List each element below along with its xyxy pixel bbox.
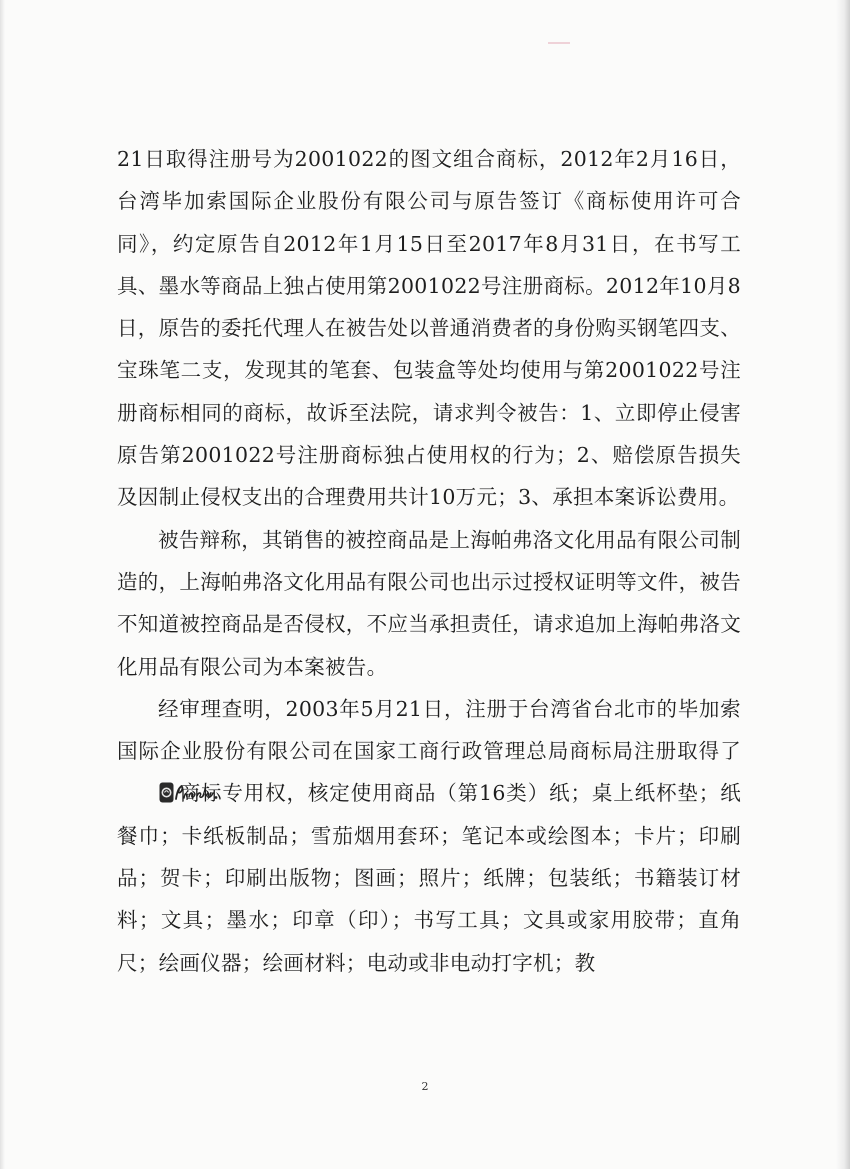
picasso-trademark-logo bbox=[118, 777, 178, 801]
paragraph-plaintiff-claim: 21日取得注册号为2001022的图文组合商标，2012年2月16日，台湾毕加索国际企业股份有限公司与原告签订《商标使用许可合同》，约定原告自2012年1月15日至2017年8月31日，在书写工具、墨水等商品上独占使用第2001022号注册商标。2012年10月8日，原告的委托代理人在被告处以普通消费者的身份购买钢笔四支、宝珠笔二支，发现其的笔套、包装盒等处均使用与第2001022号注册商标相同的商标，故诉至法院，请求判令被告：1、立即停止侵害原告第2001022号注册商标独占使用权的行为；2、赔偿原告损失及因制止侵权支出的合理费用共计10万元；3、承担本案诉讼费用。 bbox=[117, 147, 741, 510]
page-number: 2 bbox=[421, 1080, 429, 1093]
findings-text-end: 商标专用权，核定使用商品（第16类）纸；桌上纸杯垫；纸餐巾；卡纸板制品；雪茄烟用套环；笔记本或绘图本；卡片；印刷品；贺卡；印刷出版物；图画；照片；纸牌；包装纸；书籍装订材料；文具；墨水；印章（印）；书写工具；文具或家用胶带；直角尺；绘画仪器；绘画材料；电动或非电动打字机；教 bbox=[117, 781, 741, 975]
paragraph-findings bbox=[117, 688, 741, 984]
ink-speck bbox=[548, 42, 570, 44]
scan-edge-left bbox=[0, 0, 5, 1169]
paragraph-defendant-defense: 被告辩称，其销售的被控商品是上海帕弗洛文化用品有限公司制造的，上海帕弗洛文化用品有限公司也出示过授权证明等文件，被告不知道被控商品是否侵权，不应当承担责任，请求追加上海帕弗洛文化用品有限公司为本案被告。 bbox=[117, 527, 741, 679]
document-body bbox=[117, 138, 741, 984]
scan-edge-right bbox=[836, 0, 850, 1169]
findings-text-start: 经审理查明，2003年5月21日，注册于台湾省台北市的毕加索国际企业股份有限公司在国家工商行政管理总局商标局注册取得了 bbox=[117, 696, 741, 764]
